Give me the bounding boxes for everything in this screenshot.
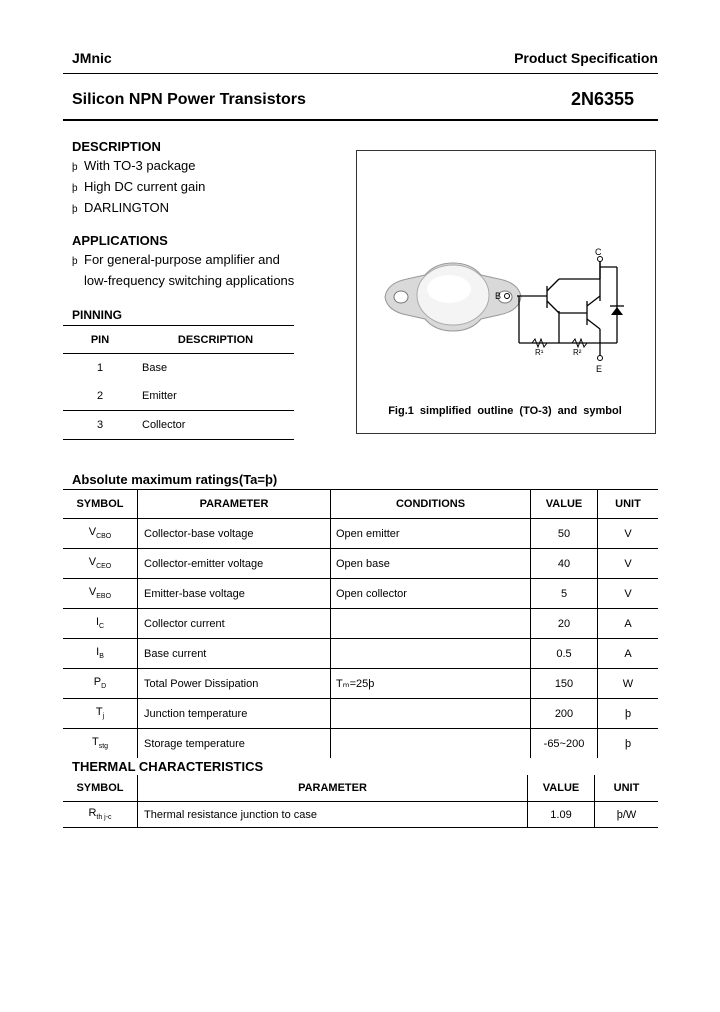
value-cell: 0.5: [531, 639, 598, 669]
ratings-heading: Absolute maximum ratings(Ta=þ): [72, 472, 278, 487]
symbol-cell: $V_{EBO}$: [63, 579, 138, 609]
value-cell: 5: [531, 579, 598, 609]
ratings-table: [63, 489, 658, 758]
pinning-heading: PINNING: [72, 308, 123, 322]
table-row: [63, 669, 658, 699]
table-row: [63, 699, 658, 729]
col-unit: UNIT: [598, 490, 659, 519]
applications-heading: APPLICATIONS: [72, 233, 168, 248]
table-row: [63, 519, 658, 549]
thermal-table: [63, 775, 658, 828]
bullet-icon: þ: [72, 183, 78, 194]
thermal-heading: THERMAL CHARACTERISTICS: [72, 759, 264, 774]
col-pin: PIN: [63, 326, 137, 354]
symbol-cell: $I_C$: [63, 609, 138, 639]
table-row: 1 Base: [96, 362, 168, 374]
symbol-cell: $I_B$: [63, 639, 138, 669]
figure-caption: Fig.1 simplified outline (TO-3) and symbol: [388, 405, 622, 417]
symbol-cell: $V_{CEO}$: [63, 549, 138, 579]
header-divider: [63, 73, 658, 74]
col-description: DESCRIPTION: [137, 326, 294, 354]
collector-label: C: [595, 247, 602, 257]
value-cell: -65~200: [531, 729, 598, 759]
table-row: [63, 729, 658, 759]
symbol-cell: $P_D$: [63, 669, 138, 699]
col-unit: UNIT: [595, 775, 659, 802]
conditions-cell: Open base: [331, 549, 531, 579]
table-header-row: [63, 775, 658, 802]
emitter-label: E: [596, 364, 603, 374]
unit-cell: V: [598, 519, 659, 549]
brand-name: JMnic: [72, 50, 112, 66]
value-cell: 150: [531, 669, 598, 699]
conditions-cell: [331, 609, 531, 639]
table-row: [63, 579, 658, 609]
symbol-cell: $R_{th j-c}$: [63, 802, 138, 828]
part-number: 2N6355: [571, 89, 635, 109]
parameter-cell: Collector-base voltage: [138, 519, 331, 549]
value-cell: 40: [531, 549, 598, 579]
table-row: 2 Emitter: [63, 382, 294, 411]
description-item: þ DARLINGTON: [72, 198, 205, 219]
col-symbol: SYMBOL: [63, 490, 138, 519]
col-symbol: SYMBOL: [63, 775, 138, 802]
parameter-cell: Junction temperature: [138, 699, 331, 729]
darlington-symbol-icon: [517, 261, 617, 356]
unit-cell: þ/W: [595, 802, 659, 828]
base-label: B: [495, 291, 502, 301]
package-outline-and-symbol: [357, 151, 655, 433]
parameter-cell: Total Power Dissipation: [138, 669, 331, 699]
col-parameter: PARAMETER: [138, 775, 528, 802]
parameter-cell: Storage temperature: [138, 729, 331, 759]
conditions-cell: Open emitter: [331, 519, 531, 549]
col-value: VALUE: [531, 490, 598, 519]
description-item: þ With TO-3 package: [72, 156, 205, 177]
description-list: [72, 156, 205, 219]
table-header-row: [63, 326, 294, 354]
table-row: 3 Collector: [63, 411, 294, 440]
conditions-cell: Tₘ=25þ: [331, 669, 531, 699]
parameter-cell: Collector current: [138, 609, 331, 639]
table-row: [63, 802, 658, 828]
description-heading: DESCRIPTION: [72, 139, 161, 154]
value-cell: 50: [531, 519, 598, 549]
unit-cell: A: [598, 639, 659, 669]
bullet-icon: þ: [72, 256, 78, 267]
conditions-cell: [331, 699, 531, 729]
applications-list: [72, 250, 294, 290]
table-row: [63, 609, 658, 639]
value-cell: 1.09: [528, 802, 595, 828]
unit-cell: V: [598, 579, 659, 609]
parameter-cell: Emitter-base voltage: [138, 579, 331, 609]
conditions-cell: Open collector: [331, 579, 531, 609]
parameter-cell: Thermal resistance junction to case: [138, 802, 528, 828]
applications-item: þ For general-purpose amplifier and: [72, 250, 294, 271]
document-type: Product Specification: [514, 50, 658, 66]
unit-cell: þ: [598, 699, 659, 729]
table-row: [63, 639, 658, 669]
parameter-cell: Collector-emitter voltage: [138, 549, 331, 579]
bullet-icon: þ: [72, 204, 78, 215]
table-row: [63, 549, 658, 579]
value-cell: 20: [531, 609, 598, 639]
unit-cell: þ: [598, 729, 659, 759]
parameter-cell: Base current: [138, 639, 331, 669]
symbol-cell: $V_{CBO}$: [63, 519, 138, 549]
diode-icon: [611, 307, 623, 315]
col-value: VALUE: [528, 775, 595, 802]
bullet-icon: þ: [72, 162, 78, 173]
conditions-cell: [331, 639, 531, 669]
symbol-cell: $T_{stg}$: [91, 736, 109, 751]
applications-item-cont: low-frequency switching applications: [84, 273, 295, 288]
col-conditions: CONDITIONS: [331, 490, 531, 519]
table-header-row: [63, 490, 658, 519]
title-divider: [63, 119, 658, 121]
conditions-cell: [331, 729, 531, 759]
description-item: þ High DC current gain: [72, 177, 205, 198]
r2-label: R²: [573, 348, 582, 357]
symbol-cell: $T_j$: [63, 699, 138, 729]
unit-cell: V: [598, 549, 659, 579]
product-subtitle: Silicon NPN Power Transistors: [72, 91, 306, 108]
col-parameter: PARAMETER: [138, 490, 331, 519]
unit-cell: A: [598, 609, 659, 639]
value-cell: 200: [531, 699, 598, 729]
unit-cell: W: [598, 669, 659, 699]
figure-box: [356, 150, 656, 434]
r1-label: R¹: [535, 348, 544, 357]
pinning-table: [63, 325, 294, 440]
